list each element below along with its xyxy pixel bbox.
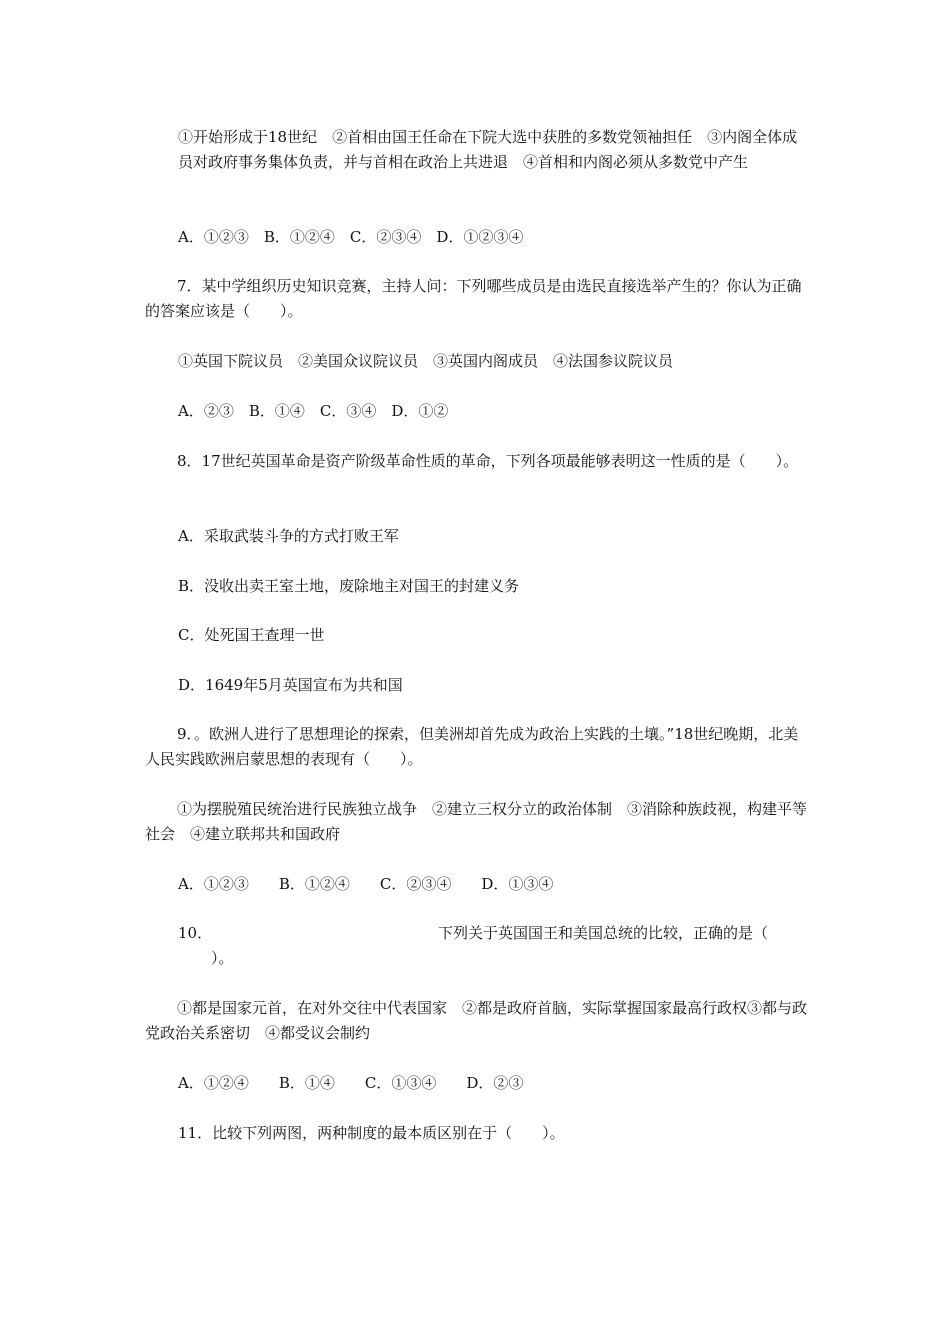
q8-option-b: B．没收出卖王室土地，废除地主对国王的封建义务 — [178, 577, 520, 595]
q6-statements: ①开始形成于18世纪 ②首相由国王任命在下院大选中获胜的多数党领袖担任 ③内阁全体成员对政府事务集体负责，并与首相在政治上共进退 ④首相和内阁必须从多数党中产生 — [178, 128, 798, 171]
q11-stem: 11．比较下列两图，两种制度的最本质区别在于（ ）。 — [178, 1124, 565, 1142]
q10-number: 10． — [178, 924, 213, 942]
q10-stem-line2: ）。 — [211, 949, 234, 967]
q8-stem: 8．17世纪英国革命是资产阶级革命性质的革命，下列各项最能够表明这一性质的是（ ）。 — [177, 452, 799, 470]
q8-option-a: A．采取武装斗争的方式打败王军 — [178, 527, 399, 545]
q9-stem: 9．。欧洲人进行了思想理论的探索，但美洲却首先成为政治上实践的土壤。”18世纪晚期，北美人民实践欧洲启蒙思想的表现有（ ）。 — [145, 725, 799, 768]
q6-options: A．①②③ B．①②④ C．②③④ D．①②③④ — [178, 228, 524, 246]
q7-stem: 7．某中学组织历史知识竞赛，主持人问：下列哪些成员是由选民直接选举产生的？你认为正确的答案应该是（ ）。 — [145, 277, 802, 320]
q7-statements: ①英国下院议员 ②美国众议院议员 ③英国内阁成员 ④法国参议院议员 — [178, 352, 674, 370]
q8-option-d: D．1649年5月英国宣布为共和国 — [178, 676, 403, 694]
q10-options: A．①②④ B．①④ C．①③④ D．②③ — [178, 1074, 524, 1092]
q10-stem-line1: 下列关于英国国王和美国总统的比较，正确的是（ — [438, 924, 769, 942]
q9-statements: ①为摆脱殖民统治进行民族独立战争 ②建立三权分立的政治体制 ③消除种族歧视，构建平等社会 ④建立联邦共和国政府 — [145, 800, 808, 843]
q10-statements: ①都是国家元首，在对外交往中代表国家 ②都是政府首脑，实际掌握国家最高行政权③都与政党政治关系密切 ④都受议会制约 — [145, 999, 808, 1042]
q7-options: A．②③ B．①④ C．③④ D．①② — [178, 402, 449, 420]
q9-options: A．①②③ B．①②④ C．②③④ D．①③④ — [178, 875, 554, 893]
q8-option-c: C．处死国王查理一世 — [178, 626, 325, 644]
